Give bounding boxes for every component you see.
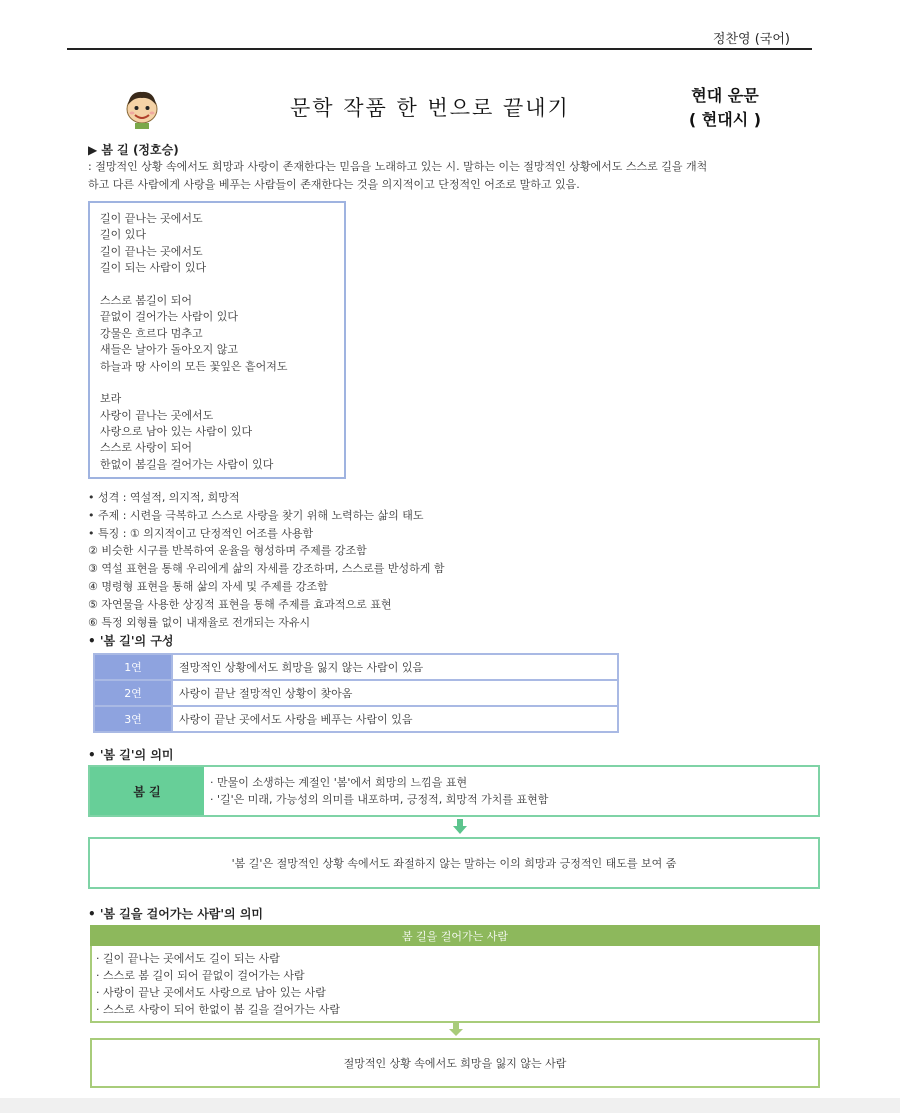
poem-intro xyxy=(88,158,800,194)
stanza-label: 2연 xyxy=(94,680,172,706)
poem-line: 사랑이 끝나는 곳에서도 xyxy=(100,408,214,422)
meaning-heading: • '봄 길'의 의미 xyxy=(88,748,174,762)
walker-result-box xyxy=(90,1038,820,1088)
author-label: 정찬영 (국어) xyxy=(712,32,790,47)
meaning-line: · 만물이 소생하는 계절인 '봄'에서 희망의 느낌을 표현 xyxy=(210,776,468,789)
meaning-result-text: '봄 길'은 절망적인 상황 속에서도 좌절하지 않는 말하는 이의 희망과 긍정적인 태도를 보여 줌 xyxy=(231,857,677,870)
poem-line: 한없이 봄길을 걸어가는 사람이 있다 xyxy=(100,457,274,471)
list-item: · 스스로 봄 길이 되어 끝없이 걸어가는 사람 xyxy=(96,969,305,982)
arrow-down-icon xyxy=(452,819,468,835)
walker-box-title: 봄 길을 걸어가는 사람 xyxy=(90,925,820,946)
meaning-result-box xyxy=(88,837,820,889)
features-list xyxy=(88,489,808,631)
poem-line: 끝없이 걸어가는 사람이 있다 xyxy=(100,310,239,324)
stanza-text: 절망적인 상황에서도 희망을 잃지 않는 사람이 있음 xyxy=(172,654,618,680)
feature-item: ③ 역설 표현을 통해 우리에게 삶의 자세를 강조하며, 스스로를 반성하게 함 xyxy=(88,562,445,576)
table-row xyxy=(94,654,618,680)
stanza-text: 사랑이 끝난 절망적인 상황이 찾아옴 xyxy=(172,680,618,706)
poem-line: 길이 끝나는 곳에서도 xyxy=(100,212,203,225)
teacher-face-icon xyxy=(120,85,164,129)
feature-item: • 특징 : ① 의지적이고 단정적인 어조를 사용함 xyxy=(88,526,314,540)
walker-result-text: 절망적인 상황 속에서도 희망을 잃지 않는 사람 xyxy=(343,1057,567,1070)
structure-heading: • '봄 길'의 구성 xyxy=(88,634,174,648)
meaning-line: · '길'은 미래, 가능성의 의미를 내포하며, 긍정적, 희망적 가치를 표현함 xyxy=(210,793,549,806)
poem-line: 사랑으로 남아 있는 사람이 있다 xyxy=(100,425,253,439)
feature-item: • 주제 : 시련을 극복하고 스스로 사랑을 찾기 위해 노력하는 삶의 태도 xyxy=(88,508,424,522)
list-item: · 사랑이 끝난 곳에서도 사랑으로 남아 있는 사람 xyxy=(96,986,326,999)
stanza-label: 3연 xyxy=(94,706,172,732)
table-row xyxy=(94,680,618,706)
walker-list xyxy=(96,950,340,1018)
meaning-text xyxy=(210,774,548,808)
document-title: 문학 작품 한 번으로 끝내기 xyxy=(290,96,570,120)
poem-line: 강물은 흐르다 멈추고 xyxy=(100,326,203,340)
list-item: · 길이 끝나는 곳에서도 길이 되는 사람 xyxy=(96,952,280,965)
header-rule xyxy=(67,48,812,50)
feature-item: • 성격 : 역설적, 의지적, 희망적 xyxy=(88,491,240,504)
poem-line: 보라 xyxy=(100,392,122,406)
feature-item: ④ 명령형 표현을 통해 삶의 자세 및 주제를 강조함 xyxy=(88,579,328,593)
meaning-label: 봄 길 xyxy=(90,767,204,815)
poem-heading: ▶ 봄 길 (정호승) xyxy=(88,143,179,157)
poem-line: 스스로 사랑이 되어 xyxy=(100,441,193,455)
poem-line: 하늘과 땅 사이의 모든 꽃잎은 흩어져도 xyxy=(100,359,288,373)
stanza-label: 1연 xyxy=(94,654,172,680)
list-item: · 스스로 사랑이 되어 한없이 봄 길을 걸어가는 사람 xyxy=(96,1003,340,1016)
poem-line xyxy=(100,375,334,391)
feature-item: ⑤ 자연물을 사용한 상징적 표현을 통해 주제를 효과적으로 표현 xyxy=(88,597,392,611)
structure-table xyxy=(93,653,619,733)
poem-line: 길이 되는 사람이 있다 xyxy=(100,261,207,275)
poem-line: 새들은 날아가 돌아오지 않고 xyxy=(100,343,239,357)
poem-line: 길이 있다 xyxy=(100,228,147,242)
poem-line xyxy=(100,277,334,293)
poem-line: 스스로 봄길이 되어 xyxy=(100,293,193,307)
arrow-down-icon xyxy=(449,1023,463,1037)
poem-intro-line-1: : 절망적인 상황 속에서도 희망과 사랑이 존재한다는 믿음을 노래하고 있는 시. 말하는 이는 절망적인 상황에서도 스스로 길을 개척 xyxy=(88,160,708,173)
feature-item: ② 비슷한 시구를 반복하여 운율을 형성하며 주제를 강조함 xyxy=(88,544,367,558)
genre-label-line-2: ( 현대시 ) xyxy=(688,110,762,129)
genre-label-line-1: 현대 운문 xyxy=(691,86,759,105)
table-row xyxy=(94,706,618,732)
stanza-text: 사랑이 끝난 곳에서도 사랑을 베푸는 사람이 있음 xyxy=(172,706,618,732)
poem-box xyxy=(88,201,346,479)
feature-item: ⑥ 특정 외형률 없이 내재율로 전개되는 자유시 xyxy=(88,615,311,629)
walker-heading: • '봄 길을 걸어가는 사람'의 의미 xyxy=(88,907,264,921)
page-bottom-edge xyxy=(0,1098,900,1113)
genre-label xyxy=(680,84,770,132)
poem-intro-line-2: 하고 다른 사람에게 사랑을 베푸는 사람들이 존재한다는 것을 의지적이고 단정적인 어조로 말하고 있음. xyxy=(88,178,580,191)
poem-line: 길이 끝나는 곳에서도 xyxy=(100,244,203,258)
